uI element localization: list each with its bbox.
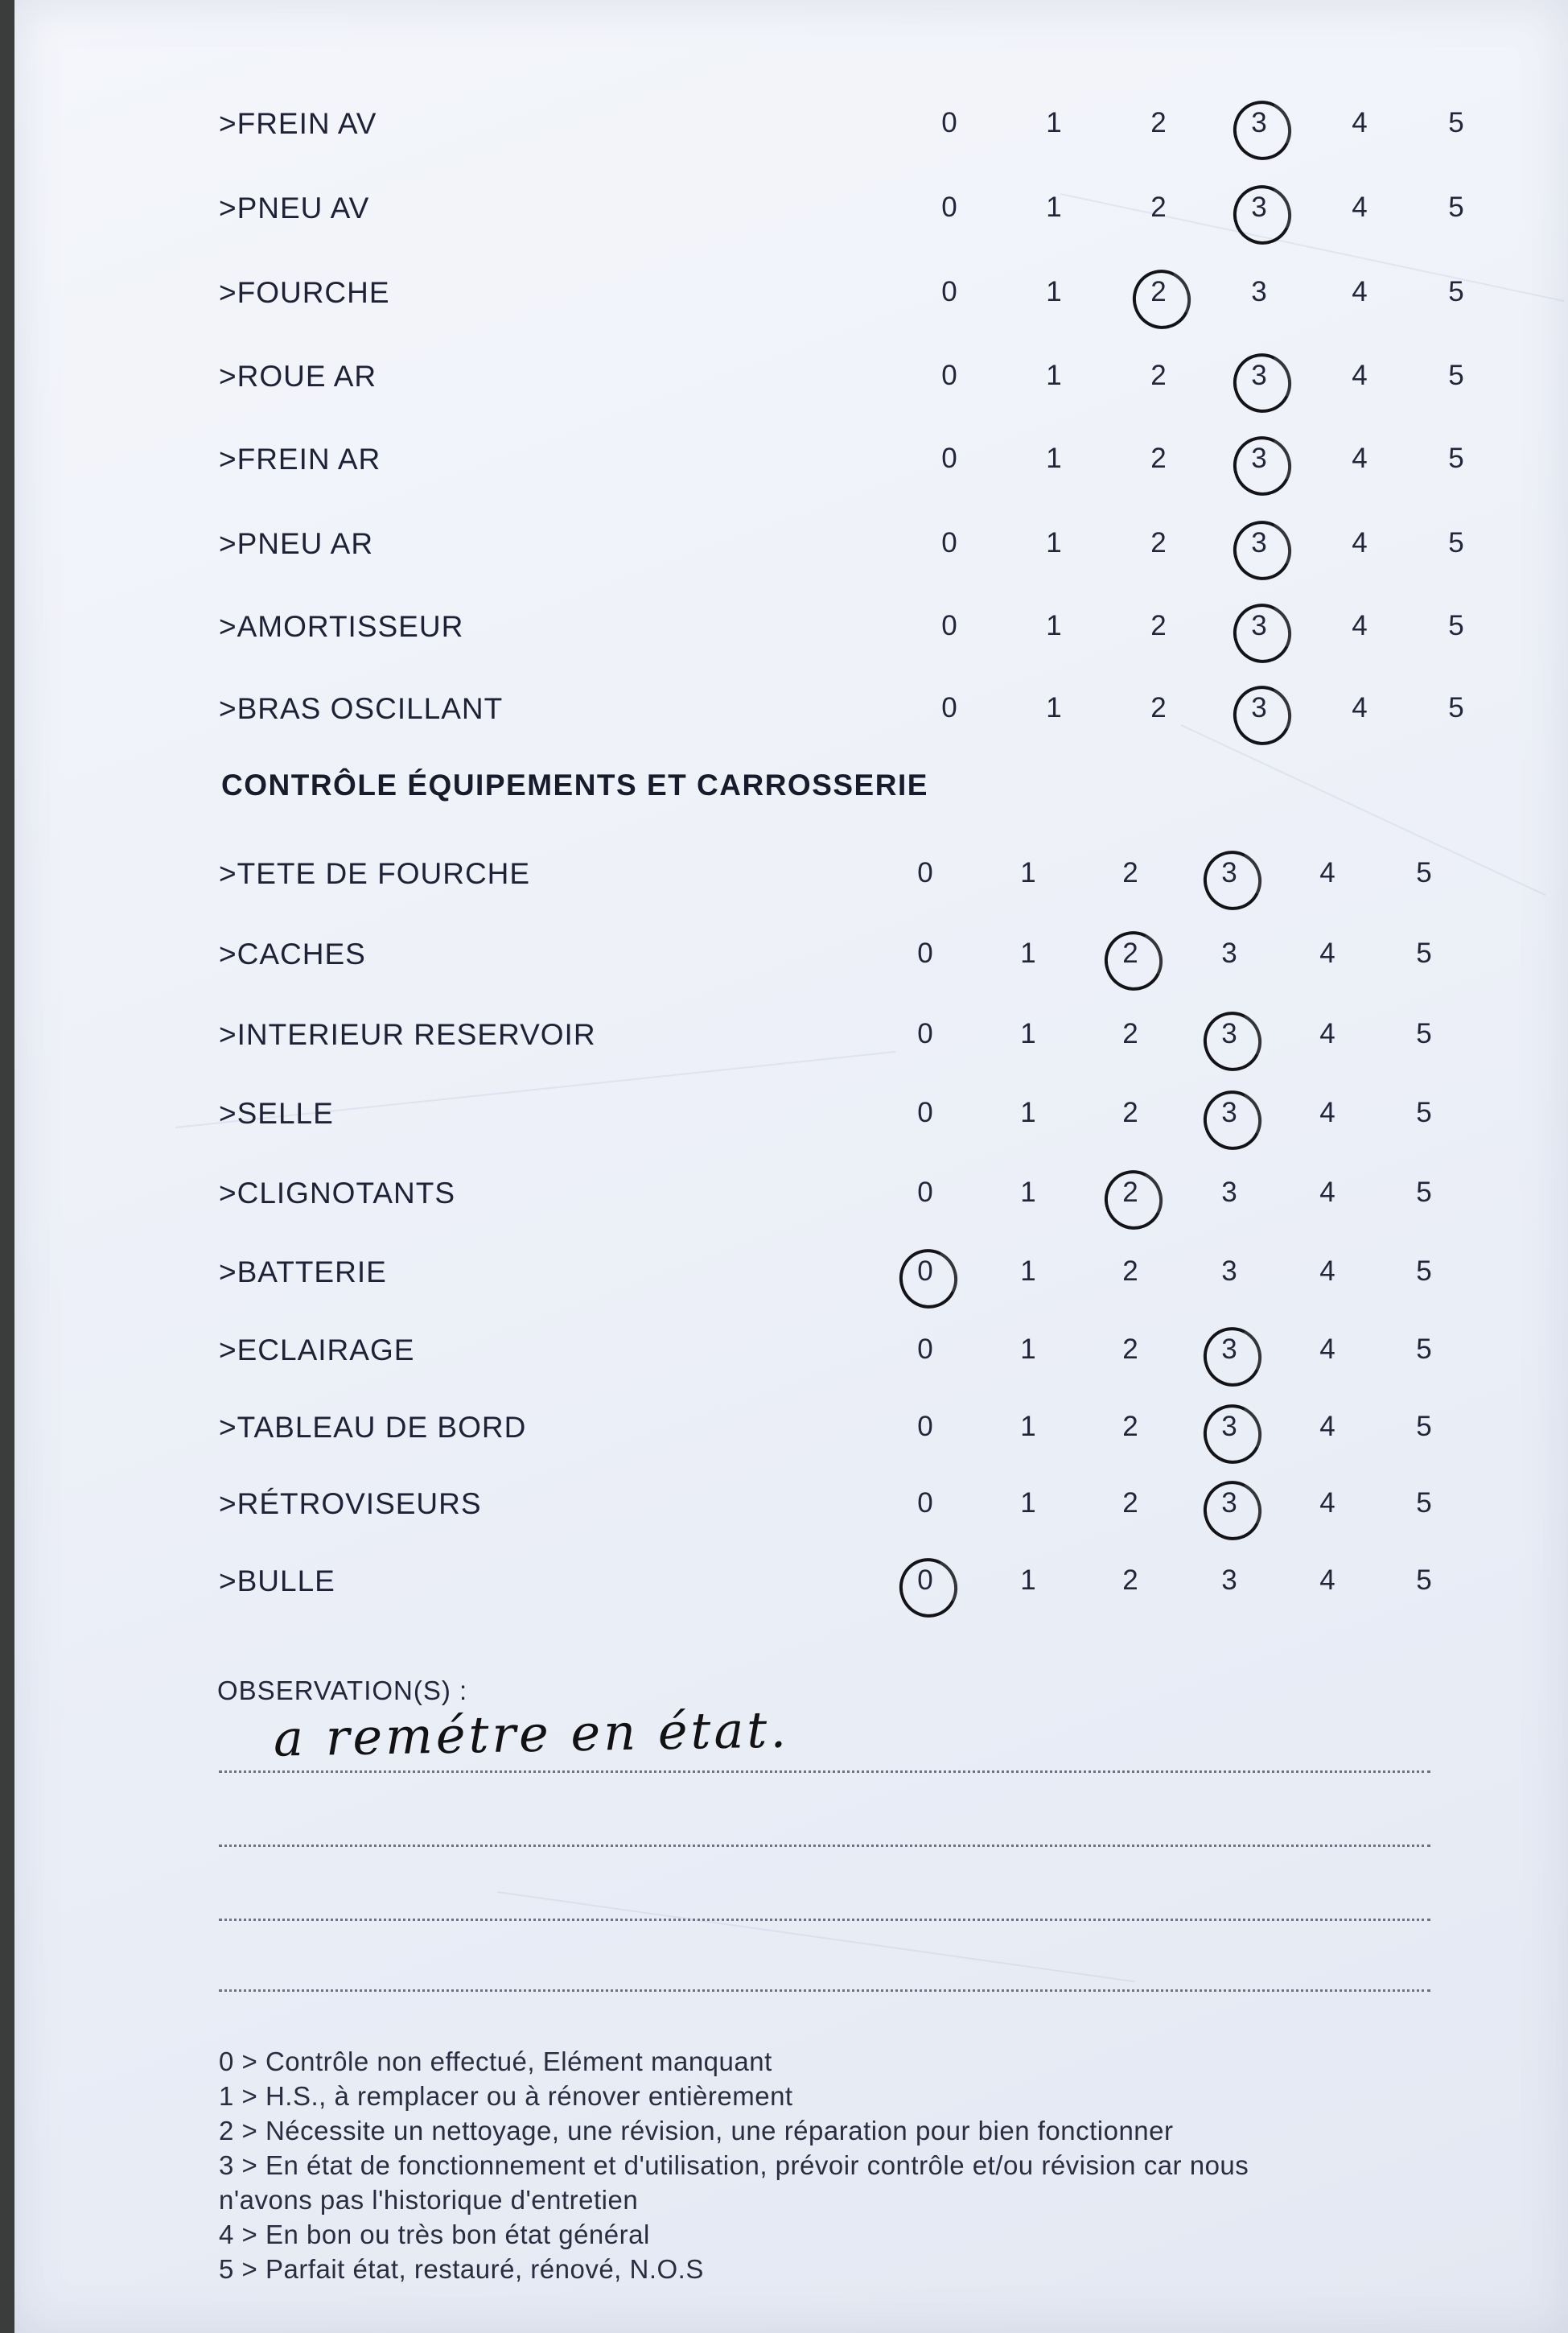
rating-option-4[interactable]: 4 <box>1319 857 1335 888</box>
rating-option-4[interactable]: 4 <box>1319 1255 1335 1287</box>
rating-option-4[interactable]: 4 <box>1319 1097 1335 1128</box>
rating-option-1[interactable]: 1 <box>1046 692 1062 723</box>
checklist-item-label: >AMORTISSEUR <box>219 610 464 643</box>
rating-option-2[interactable]: 2 <box>1122 1255 1138 1287</box>
rating-option-4[interactable]: 4 <box>1319 938 1335 969</box>
rating-option-1[interactable]: 1 <box>1046 107 1062 138</box>
checklist-item-label: >ECLAIRAGE <box>219 1333 415 1366</box>
rating-option-2[interactable]: 2 <box>1114 938 1146 970</box>
checklist-row <box>0 1479 1568 1527</box>
rating-option-4[interactable]: 4 <box>1352 692 1368 723</box>
checklist-row <box>0 99 1568 147</box>
observation-line-3[interactable] <box>219 1919 1430 1921</box>
checklist-row <box>0 183 1568 232</box>
rating-option-3[interactable]: 3 <box>1213 1097 1245 1129</box>
rating-option-2[interactable]: 2 <box>1150 107 1167 138</box>
rating-option-1[interactable]: 1 <box>1046 527 1062 559</box>
rating-option-4[interactable]: 4 <box>1319 1564 1335 1596</box>
rating-option-4[interactable]: 4 <box>1352 610 1368 641</box>
rating-option-3[interactable]: 3 <box>1221 1564 1237 1596</box>
rating-option-4[interactable]: 4 <box>1352 276 1368 307</box>
rating-option-1[interactable]: 1 <box>1020 1255 1036 1287</box>
legend-item-0: 0 > Contrôle non effectué, Elément manquant <box>219 2047 772 2076</box>
section-title: CONTRÔLE ÉQUIPEMENTS ET CARROSSERIE <box>221 769 928 802</box>
rating-option-4[interactable]: 4 <box>1352 107 1368 138</box>
rating-option-4[interactable]: 4 <box>1319 1177 1335 1208</box>
rating-option-0[interactable]: 0 <box>941 276 957 307</box>
rating-option-1[interactable]: 1 <box>1020 1333 1036 1365</box>
rating-option-1[interactable]: 1 <box>1020 1564 1036 1596</box>
rating-option-3[interactable]: 3 <box>1251 276 1267 307</box>
legend-item-2: 2 > Nécessite un nettoyage, une révision, une réparation pour bien fonctionner <box>219 2116 1174 2145</box>
rating-option-3[interactable]: 3 <box>1213 857 1245 889</box>
rating-option-3[interactable]: 3 <box>1213 1333 1245 1366</box>
rating-option-5[interactable]: 5 <box>1416 1097 1432 1128</box>
rating-option-3[interactable]: 3 <box>1221 1177 1237 1208</box>
rating-option-2[interactable]: 2 <box>1150 692 1167 723</box>
rating-option-1[interactable]: 1 <box>1020 1097 1036 1128</box>
checklist-row <box>0 1247 1568 1296</box>
rating-option-0[interactable]: 0 <box>917 1097 933 1128</box>
checklist-item-label: >BRAS OSCILLANT <box>219 692 504 725</box>
rating-option-0[interactable]: 0 <box>917 938 933 969</box>
rating-option-3[interactable]: 3 <box>1221 1255 1237 1287</box>
rating-option-2[interactable]: 2 <box>1142 276 1175 308</box>
rating-option-1[interactable]: 1 <box>1020 1018 1036 1049</box>
rating-legend <box>219 2044 1426 2286</box>
paper-crease <box>497 1891 1134 1982</box>
rating-option-0[interactable]: 0 <box>909 1255 941 1288</box>
rating-option-3[interactable]: 3 <box>1243 192 1275 224</box>
rating-option-5[interactable]: 5 <box>1448 360 1464 391</box>
legend-item-3-continued: n'avons pas l'historique d'entretien <box>219 2185 639 2215</box>
rating-option-4[interactable]: 4 <box>1352 360 1368 391</box>
rating-option-4[interactable]: 4 <box>1352 192 1368 223</box>
checklist-item-label: >TETE DE FOURCHE <box>219 857 531 890</box>
rating-option-0[interactable]: 0 <box>909 1564 941 1597</box>
rating-option-5[interactable]: 5 <box>1448 107 1464 138</box>
checklist-item-label: >FREIN AR <box>219 443 381 476</box>
rating-option-2[interactable]: 2 <box>1122 1333 1138 1365</box>
rating-option-3[interactable]: 3 <box>1243 360 1275 392</box>
checklist-item-label: >ROUE AR <box>219 360 377 393</box>
rating-option-1[interactable]: 1 <box>1020 1177 1036 1208</box>
rating-option-1[interactable]: 1 <box>1046 360 1062 391</box>
rating-option-2[interactable]: 2 <box>1150 610 1167 641</box>
rating-option-3[interactable]: 3 <box>1243 692 1275 724</box>
checklist-item-label: >RÉTROVISEURS <box>219 1487 482 1520</box>
rating-option-4[interactable]: 4 <box>1352 527 1368 559</box>
rating-option-1[interactable]: 1 <box>1020 857 1036 888</box>
checklist-item-label: >FREIN AV <box>219 107 377 140</box>
rating-option-4[interactable]: 4 <box>1319 1411 1335 1442</box>
rating-option-0[interactable]: 0 <box>941 692 957 723</box>
rating-option-2[interactable]: 2 <box>1150 192 1167 223</box>
rating-option-5[interactable]: 5 <box>1416 1018 1432 1049</box>
rating-option-5[interactable]: 5 <box>1416 1564 1432 1596</box>
rating-option-2[interactable]: 2 <box>1150 360 1167 391</box>
rating-option-5[interactable]: 5 <box>1416 1177 1432 1208</box>
observation-line-2[interactable] <box>219 1845 1430 1847</box>
rating-option-5[interactable]: 5 <box>1416 1411 1432 1442</box>
rating-option-3[interactable]: 3 <box>1213 1018 1245 1050</box>
rating-option-5[interactable]: 5 <box>1448 192 1464 223</box>
rating-option-0[interactable]: 0 <box>917 1487 933 1519</box>
rating-option-5[interactable]: 5 <box>1448 443 1464 474</box>
rating-option-3[interactable]: 3 <box>1221 938 1237 969</box>
rating-option-5[interactable]: 5 <box>1416 1255 1432 1287</box>
rating-option-1[interactable]: 1 <box>1020 1411 1036 1442</box>
checklist-item-label: >INTERIEUR RESERVOIR <box>219 1018 596 1051</box>
observation-line-1[interactable] <box>219 1770 1430 1773</box>
rating-option-4[interactable]: 4 <box>1319 1333 1335 1365</box>
rating-option-3[interactable]: 3 <box>1243 610 1275 642</box>
rating-option-0[interactable]: 0 <box>941 610 957 641</box>
checklist-item-label: >FOURCHE <box>219 276 390 309</box>
checklist-item-label: >SELLE <box>219 1097 334 1130</box>
checklist-row <box>0 1556 1568 1605</box>
checklist-row <box>0 435 1568 483</box>
checklist-row <box>0 1089 1568 1137</box>
rating-option-3[interactable]: 3 <box>1243 107 1275 139</box>
rating-option-4[interactable]: 4 <box>1352 443 1368 474</box>
rating-option-3[interactable]: 3 <box>1213 1411 1245 1443</box>
rating-option-0[interactable]: 0 <box>941 192 957 223</box>
rating-option-5[interactable]: 5 <box>1416 1487 1432 1519</box>
checklist-row <box>0 519 1568 567</box>
rating-option-1[interactable]: 1 <box>1046 192 1062 223</box>
rating-option-1[interactable]: 1 <box>1020 938 1036 969</box>
rating-option-1[interactable]: 1 <box>1020 1487 1036 1519</box>
checklist-row <box>0 1403 1568 1451</box>
rating-option-2[interactable]: 2 <box>1114 1177 1146 1209</box>
rating-option-0[interactable]: 0 <box>917 857 933 888</box>
rating-option-2[interactable]: 2 <box>1122 1097 1138 1128</box>
rating-option-3[interactable]: 3 <box>1243 443 1275 475</box>
checklist-item-label: >PNEU AV <box>219 192 370 225</box>
rating-option-1[interactable]: 1 <box>1046 276 1062 307</box>
checklist-item-label: >CACHES <box>219 938 366 971</box>
rating-option-5[interactable]: 5 <box>1448 692 1464 723</box>
rating-option-2[interactable]: 2 <box>1122 1487 1138 1519</box>
legend-item-4: 4 > En bon ou très bon état général <box>219 2220 650 2249</box>
paper-sheet <box>14 0 1568 2333</box>
rating-option-3[interactable]: 3 <box>1243 527 1275 559</box>
rating-option-4[interactable]: 4 <box>1319 1018 1335 1049</box>
rating-option-5[interactable]: 5 <box>1416 1333 1432 1365</box>
checklist-item-label: >PNEU AR <box>219 527 374 560</box>
checklist-row <box>0 1169 1568 1217</box>
checklist-row <box>0 684 1568 732</box>
checklist-row <box>0 849 1568 897</box>
rating-option-2[interactable]: 2 <box>1122 1564 1138 1596</box>
rating-option-0[interactable]: 0 <box>917 1411 933 1442</box>
rating-option-5[interactable]: 5 <box>1448 276 1464 307</box>
rating-option-5[interactable]: 5 <box>1416 938 1432 969</box>
rating-option-2[interactable]: 2 <box>1122 1411 1138 1442</box>
rating-option-5[interactable]: 5 <box>1448 610 1464 641</box>
checklist-row <box>0 929 1568 978</box>
rating-option-0[interactable]: 0 <box>917 1333 933 1365</box>
checklist-item-label: >BULLE <box>219 1564 335 1597</box>
checklist-item-label: >BATTERIE <box>219 1255 387 1288</box>
rating-option-2[interactable]: 2 <box>1122 857 1138 888</box>
legend-item-1: 1 > H.S., à remplacer ou à rénover entièrement <box>219 2081 793 2111</box>
checklist-item-label: >CLIGNOTANTS <box>219 1177 455 1210</box>
checklist-item-label: >TABLEAU DE BORD <box>219 1411 527 1444</box>
rating-option-0[interactable]: 0 <box>917 1018 933 1049</box>
rating-option-2[interactable]: 2 <box>1150 443 1167 474</box>
rating-option-1[interactable]: 1 <box>1046 443 1062 474</box>
legend-item-3: 3 > En état de fonctionnement et d'utilisation, prévoir contrôle et/ou révision car nous <box>219 2150 1249 2180</box>
checklist-row <box>0 1325 1568 1374</box>
rating-option-1[interactable]: 1 <box>1046 610 1062 641</box>
rating-option-0[interactable]: 0 <box>917 1177 933 1208</box>
checklist-row <box>0 602 1568 650</box>
observation-line-4[interactable] <box>219 1989 1430 1992</box>
rating-option-0[interactable]: 0 <box>941 527 957 559</box>
checklist-row <box>0 268 1568 316</box>
legend-item-5: 5 > Parfait état, restauré, rénové, N.O.S <box>219 2254 704 2284</box>
rating-option-3[interactable]: 3 <box>1213 1487 1245 1519</box>
rating-option-4[interactable]: 4 <box>1319 1487 1335 1519</box>
rating-option-5[interactable]: 5 <box>1448 527 1464 559</box>
rating-option-5[interactable]: 5 <box>1416 857 1432 888</box>
rating-option-0[interactable]: 0 <box>941 443 957 474</box>
checklist-row <box>0 1010 1568 1058</box>
rating-option-2[interactable]: 2 <box>1122 1018 1138 1049</box>
checklist-row <box>0 352 1568 400</box>
rating-option-2[interactable]: 2 <box>1150 527 1167 559</box>
rating-option-0[interactable]: 0 <box>941 107 957 138</box>
observations-label: OBSERVATION(S) : <box>217 1676 468 1705</box>
rating-option-0[interactable]: 0 <box>941 360 957 391</box>
observations-handwritten-note: a remétre en état. <box>273 1700 790 1768</box>
